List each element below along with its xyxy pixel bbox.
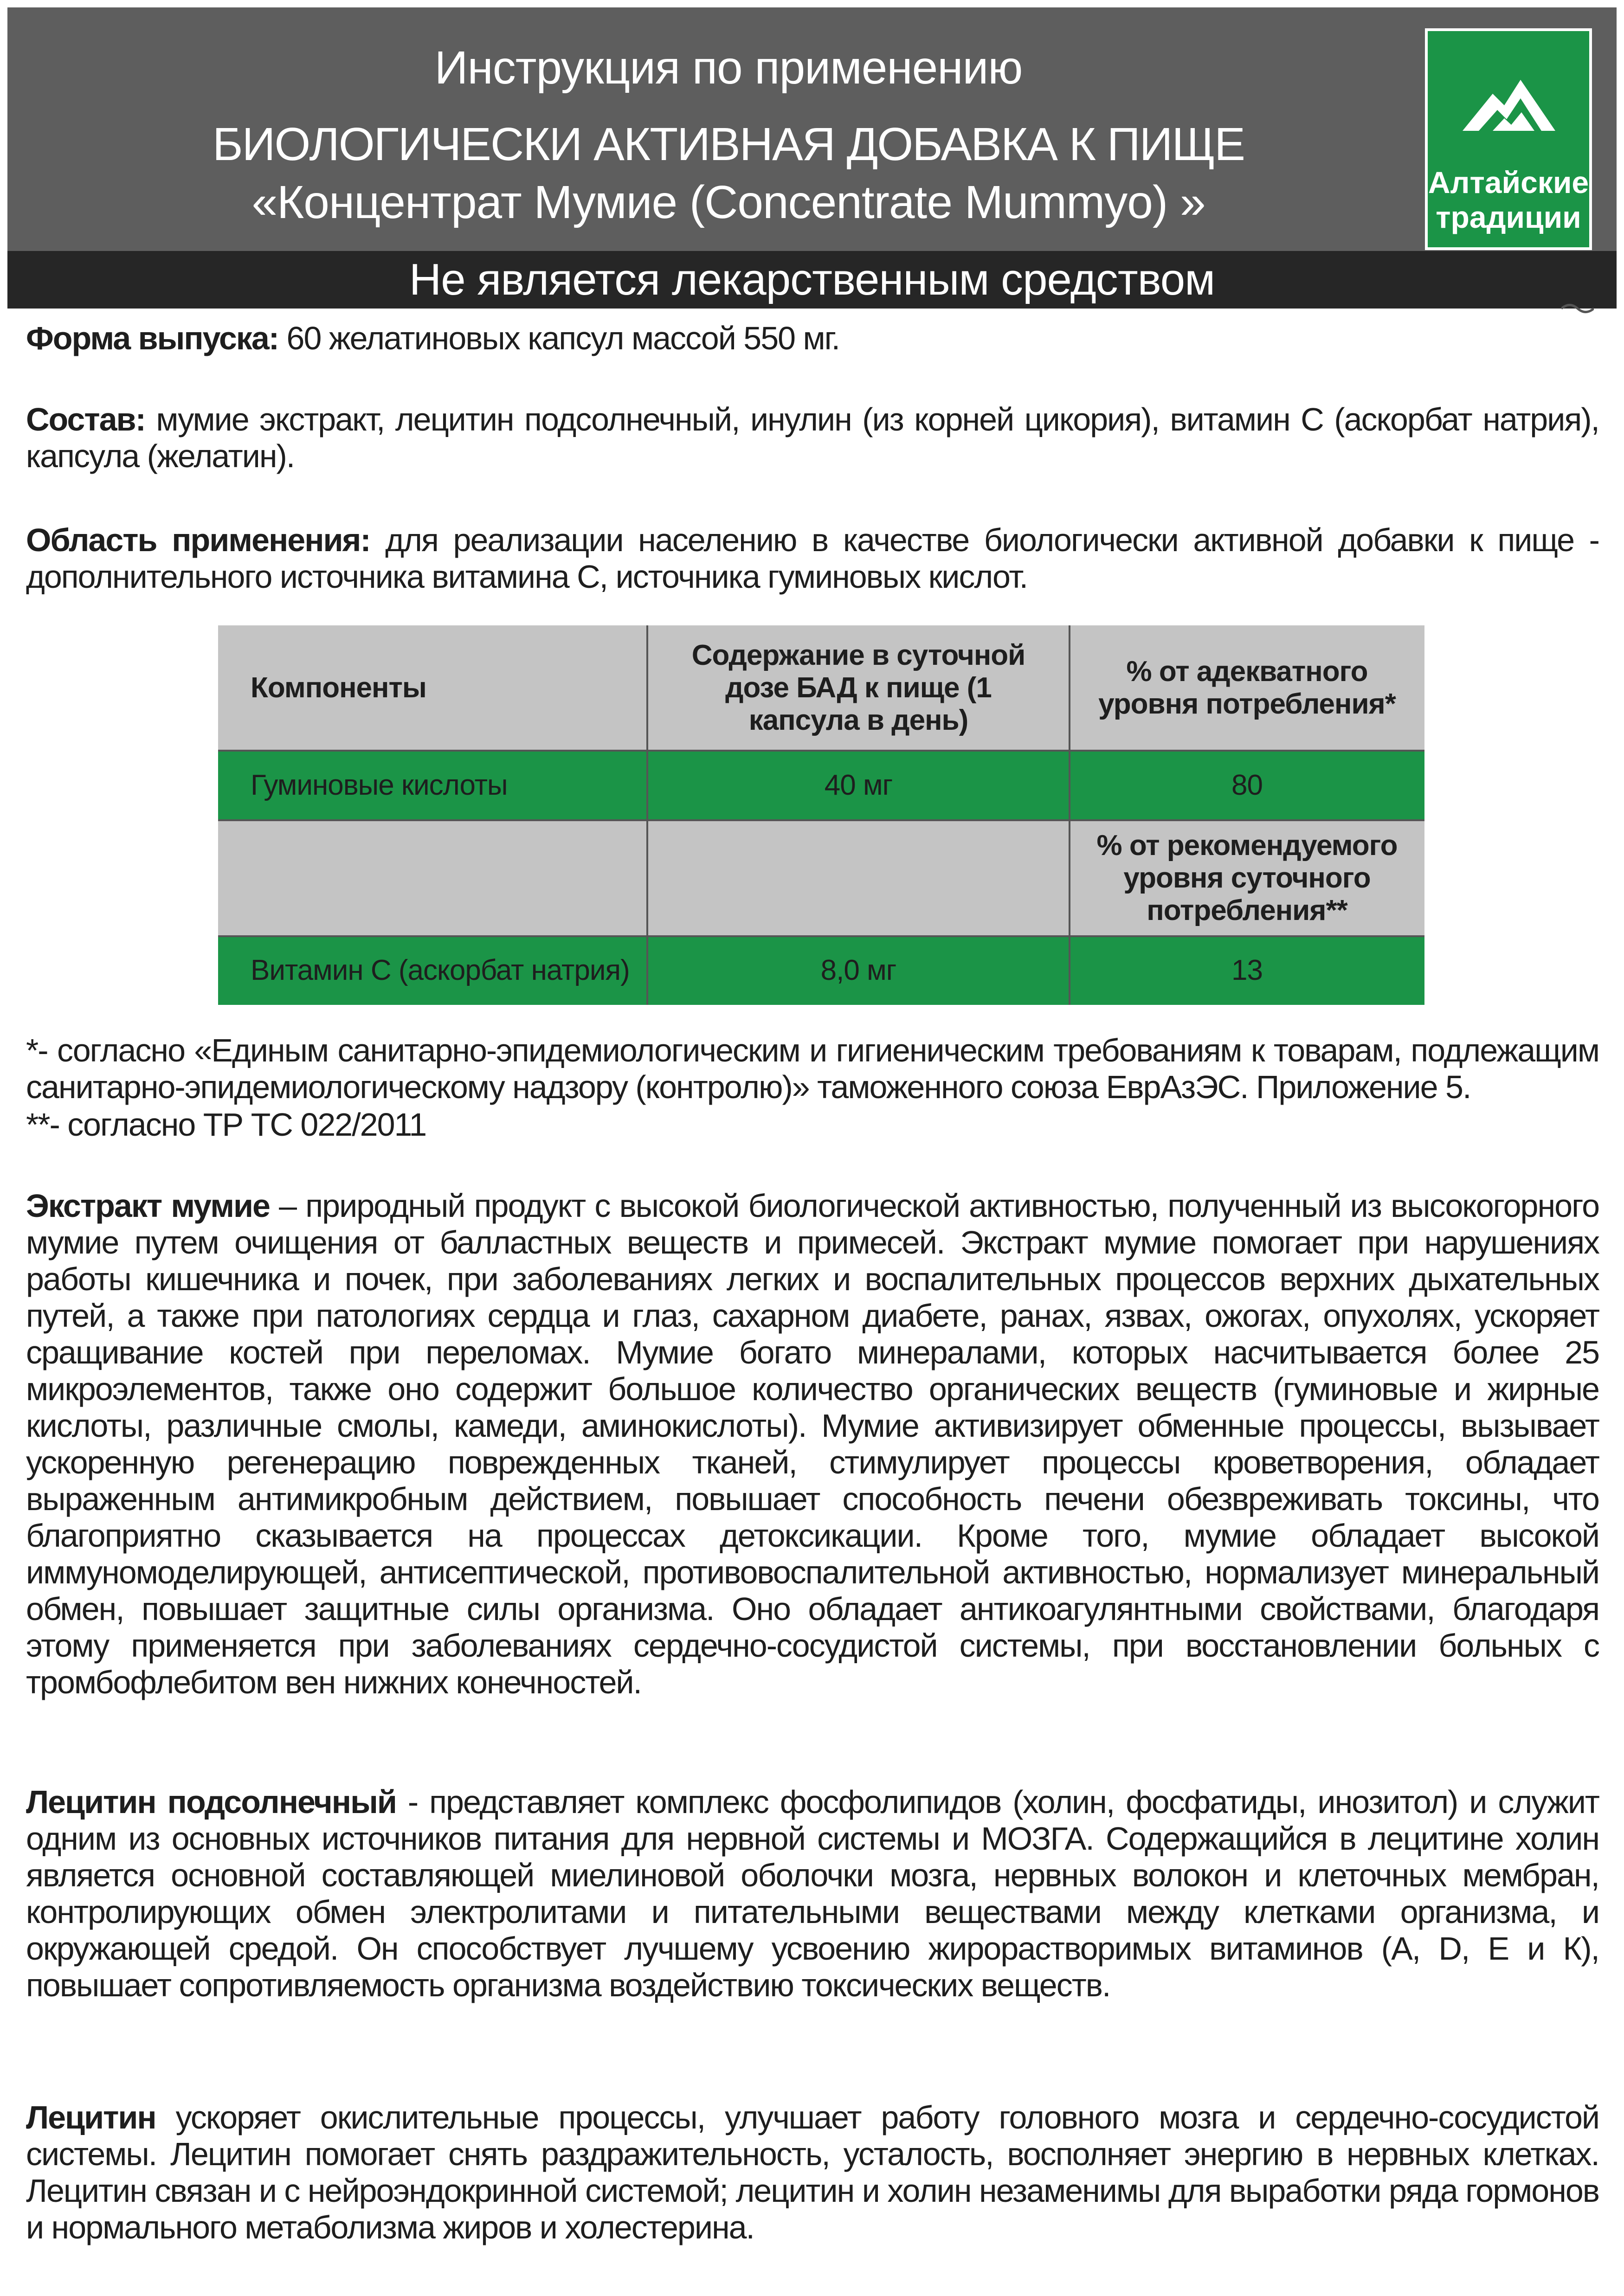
- row-humic-percent: 80: [1070, 751, 1424, 820]
- brand-logo: [1425, 28, 1592, 250]
- composition-text: мумие экстракт, лецитин подсолнечный, инулин (из корней цикория), витамин С (аскорбат натрия), капсула (желатин).: [26, 401, 1599, 474]
- empty-cell-component: [218, 820, 647, 936]
- header-daily-content: Содержание в суточной дозе БАД к пище (1 капсула в день): [647, 625, 1070, 751]
- not-medicine-banner: Не является лекарственным средством: [7, 251, 1617, 309]
- lecithin-label: Лецитин: [26, 2099, 156, 2135]
- product-category: БИОЛОГИЧЕСКИ АКТИВНАЯ ДОБАВКА К ПИЩЕ: [213, 118, 1244, 170]
- form-paragraph: [26, 320, 1599, 357]
- table-divider: [218, 750, 1424, 752]
- lecithin-paragraph: [26, 2099, 1599, 2246]
- extract-label: Экстракт мумие: [26, 1188, 270, 1224]
- table-divider: [218, 935, 1424, 937]
- lecithin-text: ускоряет окислительные процессы, улучшает работу головного мозга и сердечно-сосудистой системы. Лецитин помогает снять раздражительность, усталость, восполняет энергию в нервных клетках. Лецитин связан и с нейроэндокринной системой; лецитин и холин незаменимы для выработки ряда гормонов и нормального метаболизма жиров и холестерина.: [26, 2099, 1599, 2245]
- lecithin-sunflower-label: Лецитин подсолнечный: [26, 1784, 396, 1820]
- header: [7, 7, 1617, 251]
- logo-text-line2: традиции: [1436, 200, 1581, 234]
- extract-paragraph: [26, 1188, 1599, 1701]
- form-label: Форма выпуска:: [26, 320, 279, 356]
- footnote-2: **- согласно ТР ТС 022/2011: [26, 1106, 426, 1143]
- row-vitc-component: Витамин С (аскорбат натрия): [218, 936, 647, 1005]
- lecithin-sunflower-paragraph: [26, 1784, 1599, 2004]
- row-vitc-percent: 13: [1070, 936, 1424, 1005]
- mountain-icon: [1460, 73, 1558, 133]
- header-percent-recommended: % от рекомендуемого уровня суточного потребления**: [1070, 820, 1424, 936]
- table-divider: [1069, 625, 1070, 1005]
- table-divider: [218, 819, 1424, 821]
- instruction-title: Инструкция по применению: [434, 42, 1023, 94]
- header-components: Компоненты: [218, 625, 647, 751]
- footnote-1: *- согласно «Единым санитарно-эпидемиологическим и гигиеническим требованиям к товарам, подлежащим санитарно-эпидемиологическому надзору (контролю)» таможенного союза ЕврАзЭС. Приложение 5.: [26, 1032, 1599, 1105]
- composition-label: Состав:: [26, 401, 145, 437]
- header-percent-adequate: % от адекватного уровня потребления*: [1070, 625, 1424, 751]
- application-label: Область применения:: [26, 522, 370, 558]
- composition-paragraph: [26, 401, 1599, 475]
- row-humic-content: 40 мг: [647, 751, 1070, 820]
- application-paragraph: [26, 522, 1599, 595]
- table-divider: [646, 625, 648, 1005]
- product-name: «Концентрат Мумие (Concentrate Mummyo) »: [251, 176, 1205, 228]
- ornament-icon: [1561, 302, 1594, 315]
- lecithin-sunflower-text: - представляет комплекс фосфолипидов (холин, фосфатиды, инозитол) и служит одним из основных источников питания для нервной системы и МОЗГА. Содержащийся в лецитине холин является основной составляющей миелиновой оболочки мозга, нервных волокон и клеточных мембран, контролирующих обмен электролитами и питательными веществами между клетками организма, и окружающей средой. Он способствует лучшему усвоению жирорастворимых витаминов (А, D, Е и К), повышает сопротивляемость организма воздействию токсических веществ.: [26, 1784, 1599, 2003]
- application-text: для реализации населению в качестве биологически активной добавки к пище - дополнительного источника витамина С, источника гуминовых кислот.: [26, 522, 1599, 595]
- logo-text-line1: Алтайские: [1428, 165, 1589, 199]
- nutrient-table: [218, 625, 1424, 1005]
- empty-cell-content: [647, 820, 1070, 936]
- row-vitc-content: 8,0 мг: [647, 936, 1070, 1005]
- row-humic-component: Гуминовые кислоты: [218, 751, 647, 820]
- extract-text: – природный продукт с высокой биологической активностью, полученный из высокогорного мумие путем очищения от балластных веществ и примесей. Экстракт мумие помогает при нарушениях работы кишечника и почек, при заболеваниях легких и воспалительных процессов верхних дыхательных путей, а также при патологиях сердца и глаз, сахарном диабете, ранах, язвах, ожогах, опухолях, ускоряет сращивание костей при переломах. Мумие богато минералами, которых насчитывается более 25 микроэлементов, также оно содержит большое количество органических веществ (гуминовые и жирные кислоты, различные смолы, камеди, аминокислоты). Мумие активизирует обменные процессы, вызывает ускоренную регенерацию поврежденных тканей, стимулирует процессы кроветворения, обладает выраженным антимикробным действием, повышает способность печени обезвреживать токсины, что благоприятно сказывается на процессах детоксикации. Кроме того, мумие обладает высокой иммуномоделирующей, антисептической, противовоспалительной активностью, нормализует минеральный обмен, повышает защитные силы организма. Оно обладает антикоагулянтными свойствами, благодаря этому применяется при заболеваниях сердечно-сосудистой системы, при восстановлении больных с тромбофлебитом вен нижних конечностей.: [26, 1188, 1599, 1700]
- form-text: 60 желатиновых капсул массой 550 мг.: [278, 320, 840, 356]
